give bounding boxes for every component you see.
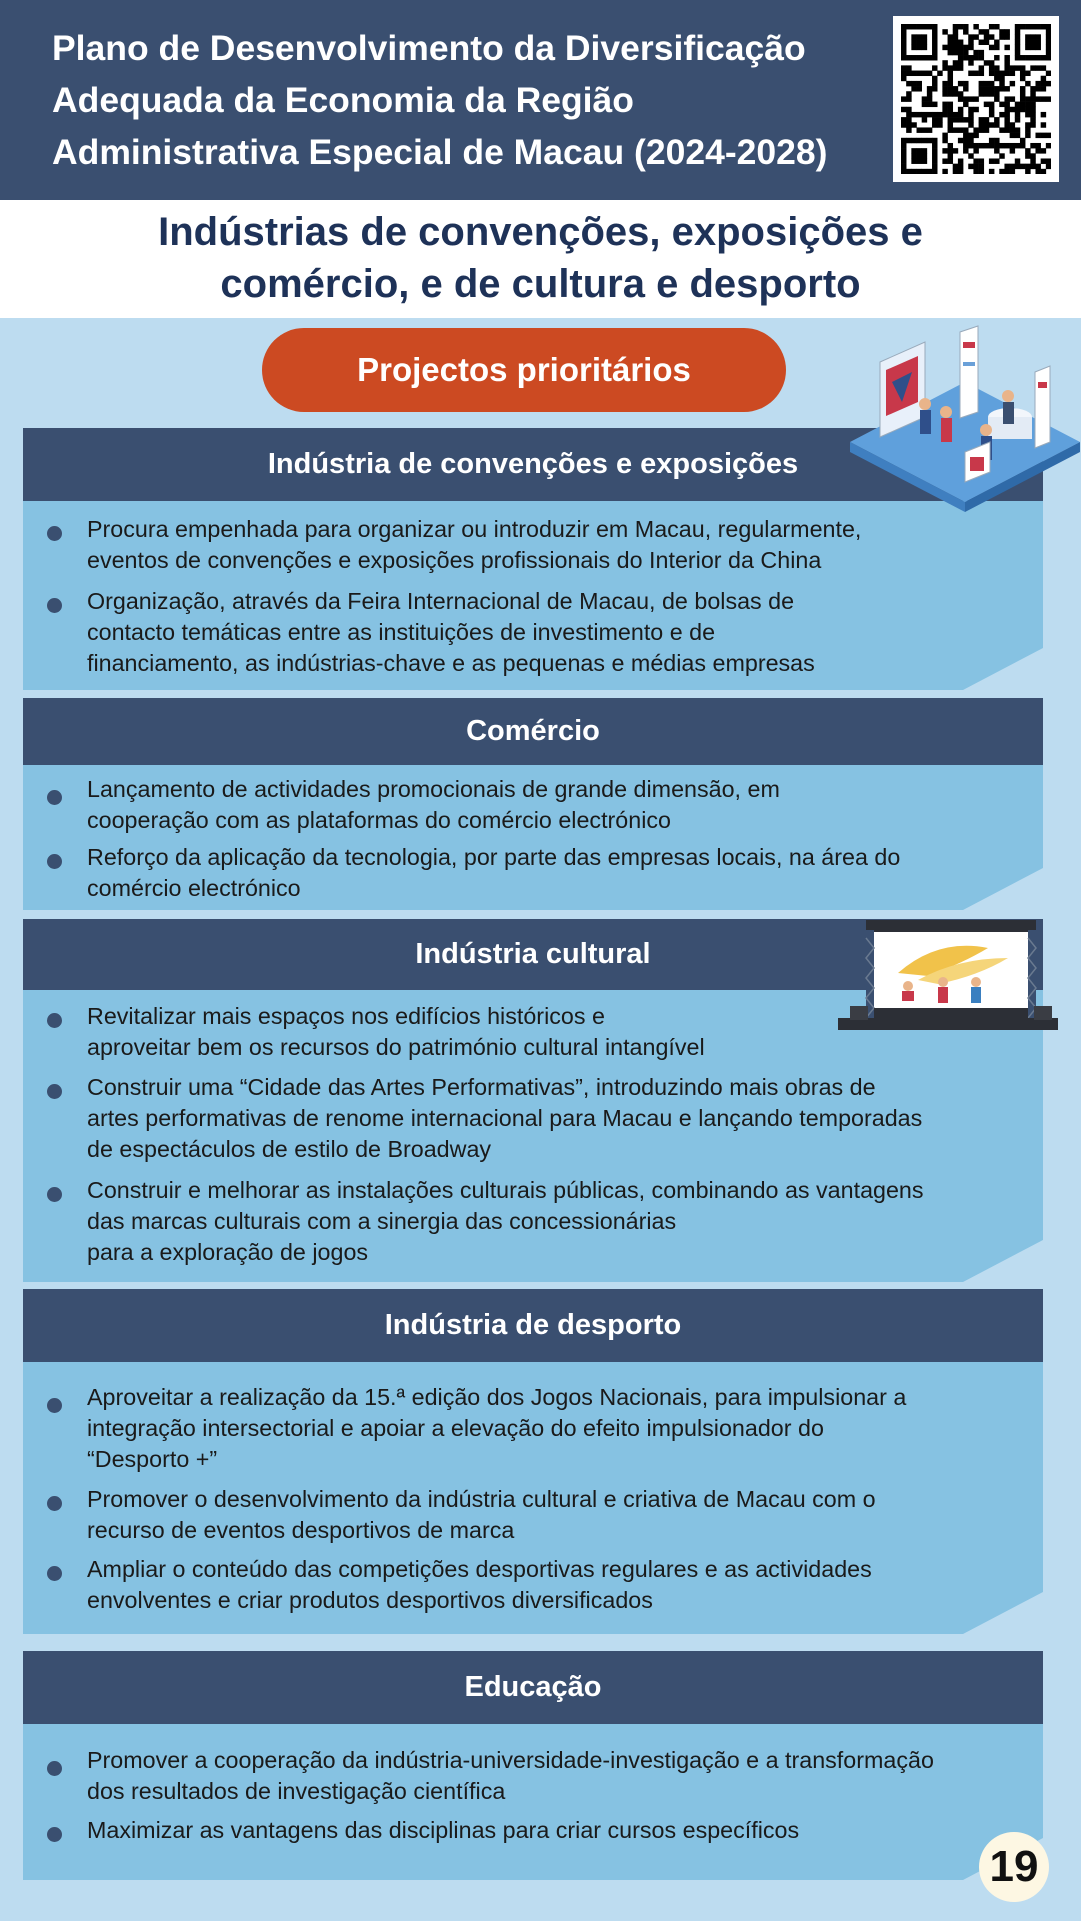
section-title: Indústria cultural bbox=[23, 919, 1043, 990]
bullet-text: de espectáculos de estilo de Broadway bbox=[87, 1136, 492, 1162]
bullet-text: Aproveitar a realização da 15.ª edição dos Jogos Nacionais, para impulsionar a bbox=[87, 1384, 907, 1410]
exhibition-booth-illustration bbox=[850, 322, 1080, 517]
bullet-icon bbox=[47, 1084, 62, 1099]
bullet-text: artes performativas de renome internacional para Macau e lançando temporadas bbox=[87, 1105, 923, 1131]
bullet-icon bbox=[47, 854, 62, 869]
bullet-text: recurso de eventos desportivos de marca bbox=[87, 1517, 515, 1543]
bullet-text: Maximizar as vantagens das disciplinas para criar cursos específicos bbox=[87, 1817, 800, 1843]
bullet-text: Reforço da aplicação da tecnologia, por parte das empresas locais, na área do bbox=[87, 844, 901, 870]
priority-projects-pill: Projectos prioritários bbox=[262, 328, 786, 412]
bullet-text: aproveitar bem os recursos do património cultural intangível bbox=[87, 1034, 705, 1060]
title-line: Administrativa Especial de Macau (2024-2028) bbox=[52, 132, 828, 172]
bullet-icon bbox=[47, 1566, 62, 1581]
bullet-text: eventos de convenções e exposições profissionais do Interior da China bbox=[87, 547, 822, 573]
section-title: Indústria de desporto bbox=[23, 1289, 1043, 1362]
section-sport bbox=[23, 1289, 1043, 1634]
bullet-text: Promover o desenvolvimento da indústria cultural e criativa de Macau com o bbox=[87, 1486, 876, 1512]
bullet-text: Revitalizar mais espaços nos edifícios históricos e bbox=[87, 1003, 605, 1029]
bullet-icon bbox=[47, 1013, 62, 1028]
document-title bbox=[52, 22, 882, 178]
bullet-text: para a exploração de jogos bbox=[87, 1239, 369, 1265]
bullet-icon bbox=[47, 598, 62, 613]
bullet-icon bbox=[47, 1761, 62, 1776]
stage-performance-illustration bbox=[838, 918, 1058, 1038]
bullet-text: “Desporto +” bbox=[87, 1446, 218, 1472]
bullet-text: Lançamento de actividades promocionais de grande dimensão, em bbox=[87, 776, 780, 802]
bullet-text: Construir e melhorar as instalações culturais públicas, combinando as vantagens bbox=[87, 1177, 924, 1203]
bullet-text: Organização, através da Feira Internacional de Macau, de bolsas de bbox=[87, 588, 795, 614]
bullet-text: envolventes e criar produtos desportivos diversificados bbox=[87, 1587, 653, 1613]
qr-code-icon[interactable] bbox=[893, 16, 1059, 182]
bullet-text: das marcas culturais com a sinergia das concessionárias bbox=[87, 1208, 677, 1234]
section-title: Indústria de convenções e exposições bbox=[23, 428, 1043, 501]
bullet-icon bbox=[47, 1398, 62, 1413]
bullet-text: contacto temáticas entre as instituições de investimento e de bbox=[87, 619, 716, 645]
page-number: 19 bbox=[979, 1832, 1049, 1902]
bullet-text: comércio electrónico bbox=[87, 875, 301, 901]
bullet-icon bbox=[47, 526, 62, 541]
bullet-text: Procura empenhada para organizar ou introduzir em Macau, regularmente, bbox=[87, 516, 862, 542]
bullet-text: integração intersectorial e apoiar a elevação do efeito impulsionador do bbox=[87, 1415, 824, 1441]
bullet-icon bbox=[47, 1496, 62, 1511]
bullet-icon bbox=[47, 790, 62, 805]
section-title: Educação bbox=[23, 1651, 1043, 1724]
title-line: Adequada da Economia da Região bbox=[52, 80, 634, 120]
subtitle-line: comércio, e de cultura e desporto bbox=[220, 262, 861, 306]
section-commerce bbox=[23, 698, 1043, 910]
bullet-text: Promover a cooperação da indústria-universidade-investigação e a transformação bbox=[87, 1747, 934, 1773]
bullet-text: dos resultados de investigação científica bbox=[87, 1778, 506, 1804]
bullet-text: Ampliar o conteúdo das competições desportivas regulares e as actividades bbox=[87, 1556, 872, 1582]
bullet-text: Construir uma “Cidade das Artes Performativas”, introduzindo mais obras de bbox=[87, 1074, 876, 1100]
section-education bbox=[23, 1651, 1043, 1880]
subtitle-line: Indústrias de convenções, exposições e bbox=[158, 210, 923, 254]
section-title: Comércio bbox=[23, 698, 1043, 765]
bullet-icon bbox=[47, 1187, 62, 1202]
bullet-text: cooperação com as plataformas do comércio electrónico bbox=[87, 807, 672, 833]
title-line: Plano de Desenvolvimento da Diversificação bbox=[52, 28, 806, 68]
page-subtitle bbox=[0, 200, 1081, 310]
header-banner bbox=[0, 0, 1081, 200]
bullet-text: financiamento, as indústrias-chave e as pequenas e médias empresas bbox=[87, 650, 815, 676]
bullet-icon bbox=[47, 1827, 62, 1842]
